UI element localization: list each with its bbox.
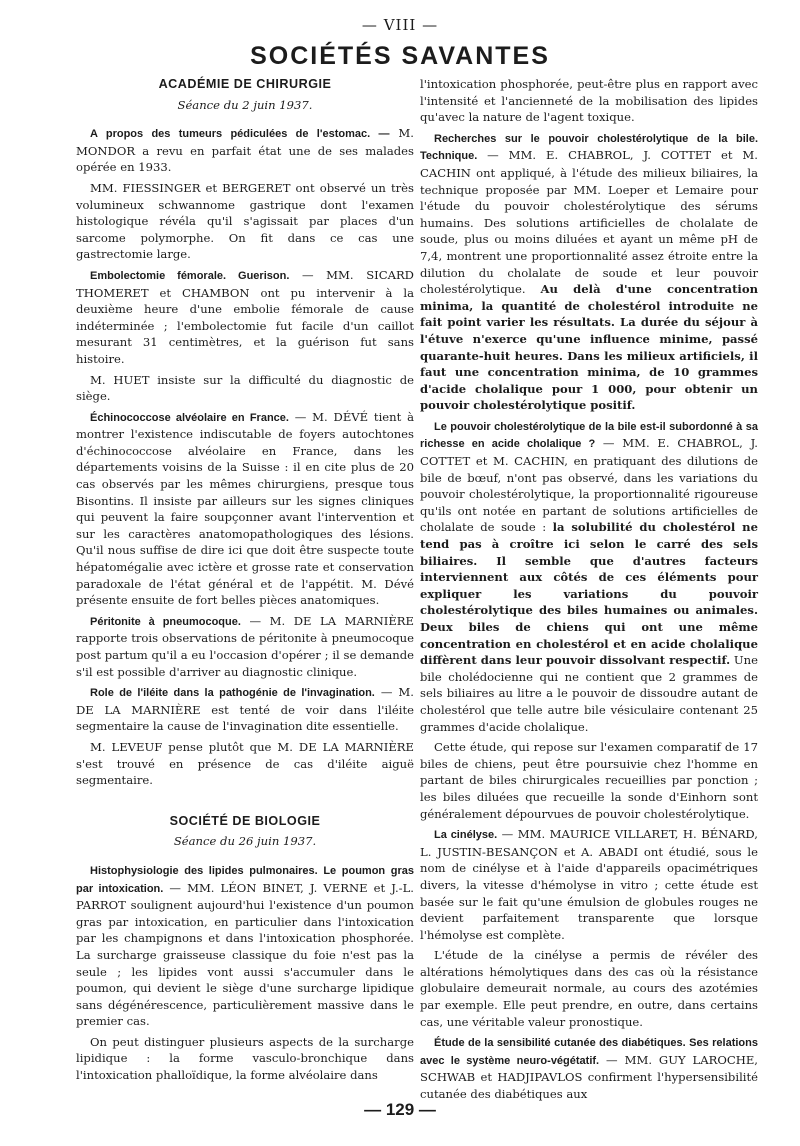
article-text: L'étude de la cinélyse a permis de révéler des altérations hémolytiques dans des cas où la résistance globulaire demeurait normale, au cours des azotémies par exemple. Elle peut prendre, en outre, dans certains cas, une véritable valeur pronostique. <box>420 948 758 1029</box>
article-text: l'intoxication phosphorée, peut-être plus en rapport avec l'intensité et l'ancienneté de la mobilisation des lipides qu'avec la nature de l'agent toxique. <box>420 77 758 125</box>
section-title-biologie: SOCIÉTÉ DE BIOLOGIE <box>169 813 321 828</box>
article-paragraph <box>76 180 414 263</box>
article-heading: Étude de la sensibilité cutanée des diabétiques. Ses relations avec le système neuro-végétatif. <box>420 1037 758 1067</box>
section-date-academie: Séance du 2 juin 1937. <box>177 97 313 112</box>
article-text: — MM. MAURICE VILLARET, H. BÉNARD, L. JUSTIN-BESANÇON et A. ABADI ont étudié, sous le nom de cinélyse et à l'aide d'appareils opacimétriques divers, la vitesse d'hémolyse in vitro ; cette étude est basée sur le fait qu'une émulsion de globules rouges ne devient parfaitement transparente que lorsque l'hémolyse est complète. <box>420 827 758 942</box>
article-text: M. MONDOR a revu en parfait état une de ses malades opérée en 1933. <box>76 126 414 175</box>
article-heading: Le pouvoir cholestérolytique de la bile est-il subordonné à sa richesse en acide cholalique ? <box>420 420 758 451</box>
article-paragraph <box>76 739 414 789</box>
journal-title: SOCIÉTÉS SAVANTES <box>250 42 550 70</box>
article-paragraph <box>420 1034 758 1102</box>
article-text: — MM. E. CHABROL, J. COTTET et M. CACHIN ont appliqué, à l'étude des milieux biliaires, la technique proposée par MM. Loeper et Lemaire pour l'étude du pouvoir cholestérolytique des sérums humains. Des solutions artificielles de cholalate de soude, plus ou moins diluées et ayant un même pH de 7,4, montrent une proportionnalité assez étroite entre la dilution du cholalate de soude et leur pouvoir cholestérolytique. <box>420 148 758 297</box>
page-number: — 129 — <box>364 1100 436 1119</box>
article-heading: Recherches sur le pouvoir cholestérolytique de la bile. Technique. <box>420 132 758 163</box>
right-column <box>420 76 758 1107</box>
article-paragraph <box>76 1034 414 1084</box>
article-heading: Péritonite à pneumocoque. <box>90 615 241 628</box>
article-text: la solubilité du cholestérol ne tend pas à croître ici selon le carré des sels biliaires. Il semble que d'autres facteurs interviennent aux côtés de ces éléments pour expliquer les variations du pouvoir cholestérolytique des biles humaines ou animales. Deux biles de chiens qui ont une même concentration en cholestérol et en acide cholalique diffèrent dans leur pouvoir dissolvant respectif. <box>420 520 758 668</box>
article-text: M. LEVEUF pense plutôt que M. DE LA MARNIÈRE s'est trouvé en présence de cas d'iléite aiguë segmentaire. <box>76 739 414 788</box>
article-paragraph <box>420 130 758 414</box>
article-text: — M. DE LA MARNIÈRE est tenté de voir dans l'iléite segmentaire la cause de l'invagination dite essentielle. <box>76 685 414 734</box>
article-heading: Embolectomie fémorale. Guerison. <box>90 269 290 282</box>
article-paragraph <box>420 739 758 822</box>
article-paragraph <box>420 418 758 735</box>
article-text: — M. DÉVÉ tient à montrer l'existence indiscutable de foyers autochtones d'échinococcose alvéolaire en France, dans les départements voisins de la Suisse : il en cite plus de 20 cas observés par les mêmes chirurgiens, presque tous Bisontins. Il insiste par ailleurs sur les signes cliniques qui peuvent la faire soupçonner avant l'intervention et sur les caractères anatomopathologiques des lésions. Qu'il nous suffise de dire ici que doit être suspecte toute hépatomégalie avec ictère et grosse rate et conservation paradoxale de l'état général et de l'appétit. M. Dévé présente ensuite de fort belles pièces anatomiques. <box>76 409 414 608</box>
article-paragraph <box>76 684 414 735</box>
biologie-articles <box>76 862 414 1084</box>
left-column <box>76 76 414 1088</box>
article-paragraph <box>76 613 414 680</box>
article-paragraph <box>420 826 758 943</box>
article-heading: Role de l'iléite dans la pathogénie de l'invagination. <box>90 687 375 700</box>
article-text: MM. FIESSINGER et BERGERET ont observé un très volumineux schwannome gastrique dont l'examen histologique révéla qu'il s'agissait par places d'un sarcome polymorphe. On fit dans ce cas une gastrectomie large. <box>76 180 414 262</box>
article-text: Cette étude, qui repose sur l'examen comparatif de 17 biles de chiens, peut être poursuivie chez l'homme en partant de biles chirurgicales recueillies par ponction ; les biles diluées que recueille la sonde d'Einhorn sont généralement dépourvues de pouvoir cholestérolytique. <box>420 740 758 821</box>
article-text: On peut distinguer plusieurs aspects de la surcharge lipidique : la forme vasculo-bronchique dans l'intoxication phalloïdique, la forme alvéolaire dans <box>76 1034 414 1083</box>
article-heading: Échinococcose alvéolaire en France. <box>90 411 289 424</box>
academie-articles <box>76 125 414 789</box>
section-date-biologie: Séance du 26 juin 1937. <box>173 834 317 849</box>
article-heading: A propos des tumeurs pédiculées de l'estomac. — <box>90 128 390 141</box>
article-text: — MM. LÉON BINET, J. VERNE et J.-L. PARROT soulignent aujourd'hui l'existence d'un poumon gras par intoxication, en particulier dans l'intoxication par les champignons et dans l'intoxication phosphorée. La surcharge graisseuse classique du foie n'est pas la seule ; les lipides vont aussi s'accumuler dans le poumon, qui devient le siège d'une surcharge lipidique sans dégénérescence, particulièrement massive dans le premier cas. <box>76 880 414 1029</box>
page-marker: — VIII — <box>361 16 439 34</box>
article-text: — MM. E. CHABROL, J. COTTET et M. CACHIN, en pratiquant des dilutions de bile de bœuf, n'ont pas observé, dans les variations du pouvoir cholestérolytique, la proportionnalité rigoureuse qu'ils ont notée en partant de solutions artificielles de cholalate de soude : <box>420 436 758 535</box>
article-text: — M. DE LA MARNIÈRE rapporte trois observations de péritonite à pneumocoque post partum qu'il a eu l'occasion d'opérer ; il se demande s'il est possible d'arriver au diagnostic clinique. <box>76 613 415 679</box>
article-paragraph <box>76 862 414 1030</box>
right-articles <box>420 76 758 1103</box>
article-paragraph <box>76 267 414 368</box>
article-heading: Histophysiologie des lipides pulmonaires. Le poumon gras par intoxication. <box>76 864 414 895</box>
article-paragraph <box>420 76 758 126</box>
article-text: — MM. GUY LAROCHE, SCHWAB et HADJIPAVLOS confirment l'hypersensibilité cutanée des diabétiques aux <box>420 1052 758 1102</box>
article-paragraph <box>76 409 414 609</box>
article-paragraph <box>420 947 758 1030</box>
section-title-academie: ACADÉMIE DE CHIRURGIE <box>158 77 332 91</box>
article-text: M. HUET insiste sur la difficulté du diagnostic de siège. <box>76 372 414 404</box>
article-text: Une bile cholédocienne qui ne contient que 2 grammes de sels biliaires au litre a le pouvoir de dissoudre autant de cholestérol que telle autre bile vésiculaire contenant 25 grammes d'acide cholalique. <box>420 653 758 734</box>
article-paragraph <box>76 372 414 405</box>
article-heading: La cinélyse. <box>434 829 498 842</box>
article-text: — MM. SICARD THOMERET et CHAMBON ont pu intervenir à la deuxième heure d'une embolie fémorale de cause indéterminée ; l'embolectomie fut facile d'un caillot mesurant 31 centimètres, et la guérison fut sans histoire. <box>76 267 414 366</box>
article-paragraph <box>76 125 414 176</box>
article-text: Au delà d'une concentration minima, la quantité de cholestérol introduite ne fait point varier les résultats. La durée du séjour à l'étuve n'exerce qu'une influence minime, passé quarante-huit heures. Dans les milieux artificiels, il faut une concentration minima, de 10 grammes d'acide cholalique pour 1 000, pour obtenir un pouvoir cholestérolytique positif. <box>420 282 758 413</box>
